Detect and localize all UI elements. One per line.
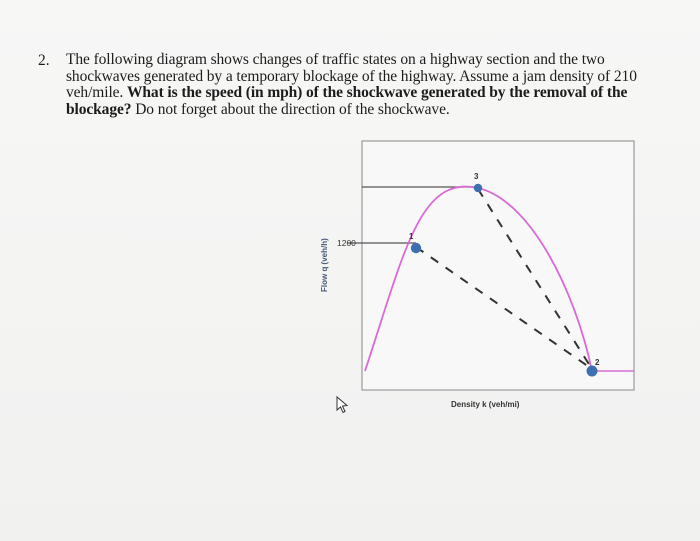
y-tick-label-1200: 1200 (337, 238, 356, 248)
y-axis-label: Flow q (veh/h) (320, 238, 329, 292)
mouse-cursor-icon (337, 397, 347, 413)
state-point-2 (587, 366, 598, 377)
plot-frame (362, 141, 634, 390)
state-point-1 (411, 243, 421, 253)
question-text-part2: Do not forget about the direction of the shockwave. (135, 100, 450, 118)
point-label-2: 2 (595, 358, 600, 367)
point-label-1: 1 (409, 232, 414, 241)
state-point-3 (474, 184, 482, 192)
x-axis-label: Density k (veh/mi) (451, 400, 520, 409)
question-number: 2. (38, 52, 50, 69)
question-text-bold: What is the speed (in mph) of the shockwave generated by the removal of the blockage? (66, 84, 628, 118)
question-text-part1: The following diagram shows changes of traffic states on a highway section and the two shockwaves generated by a temporary blockage of the highway. Assume a jam density of 210 veh/mile. (66, 51, 637, 102)
point-label-3: 3 (474, 172, 479, 181)
